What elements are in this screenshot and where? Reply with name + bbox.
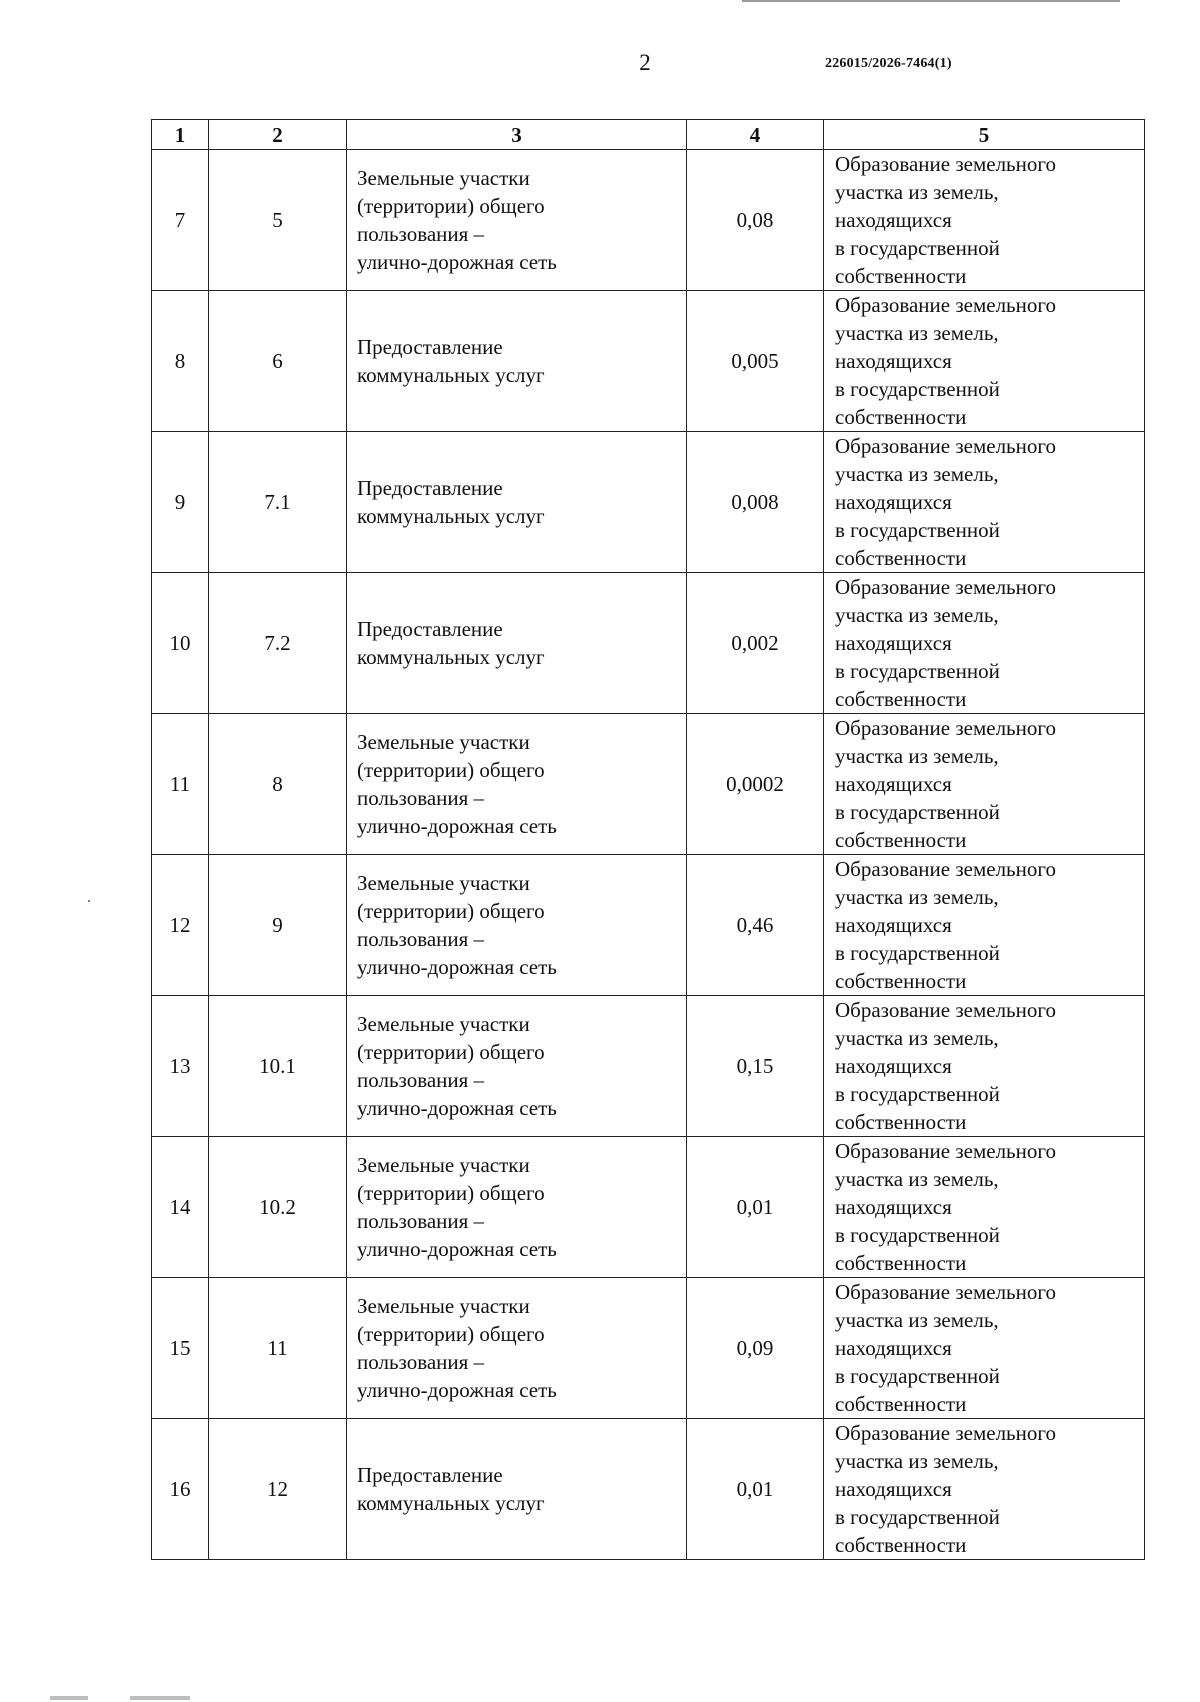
formation-method-line: участка из земель, — [835, 180, 999, 204]
formation-method-line: собственности — [835, 687, 967, 711]
formation-method-line: Образование земельного — [835, 434, 1056, 458]
column-header-2: 2 — [209, 120, 347, 150]
table-body — [152, 150, 1145, 1560]
formation-method-cell — [824, 996, 1145, 1137]
plot-purpose-cell — [347, 1137, 687, 1278]
plot-purpose-line: улично-дорожная сеть — [357, 814, 557, 838]
plot-purpose-line: пользования – — [357, 1068, 485, 1092]
formation-method-line: участка из земель, — [835, 744, 999, 768]
formation-method-line: Образование земельного — [835, 857, 1056, 881]
formation-method-line: собственности — [835, 1110, 967, 1134]
plot-area-cell: 0,15 — [687, 996, 824, 1137]
formation-method-line: собственности — [835, 264, 967, 288]
plot-number-cell: 7.2 — [209, 573, 347, 714]
plot-area-cell: 0,08 — [687, 150, 824, 291]
scan-artifact-bottom — [50, 1696, 230, 1702]
plot-purpose-line: коммунальных услуг — [357, 363, 545, 387]
formation-method-line: находящихся — [835, 1477, 952, 1501]
plot-number-cell: 10.2 — [209, 1137, 347, 1278]
formation-method-cell — [824, 1419, 1145, 1560]
formation-method-line: Образование земельного — [835, 1421, 1056, 1445]
table-row — [152, 150, 1145, 291]
formation-method-line: участка из земель, — [835, 1308, 999, 1332]
formation-method-line: собственности — [835, 1533, 967, 1557]
table-row — [152, 1419, 1145, 1560]
formation-method-line: собственности — [835, 1251, 967, 1275]
row-number-cell: 10 — [152, 573, 209, 714]
table-row — [152, 573, 1145, 714]
formation-method-cell — [824, 855, 1145, 996]
table-row — [152, 1137, 1145, 1278]
plot-area-cell: 0,002 — [687, 573, 824, 714]
plot-purpose-line: пользования – — [357, 786, 485, 810]
plot-number-cell: 10.1 — [209, 996, 347, 1137]
plot-purpose-line: (территории) общего — [357, 1040, 545, 1064]
formation-method-line: участка из земель, — [835, 1026, 999, 1050]
plot-purpose-line: улично-дорожная сеть — [357, 955, 557, 979]
plot-purpose-cell — [347, 573, 687, 714]
formation-method-line: в государственной — [835, 1082, 1000, 1106]
plot-purpose-line: пользования – — [357, 1350, 485, 1374]
plot-purpose-line: пользования – — [357, 1209, 485, 1233]
formation-method-line: собственности — [835, 969, 967, 993]
plot-purpose-line: Земельные участки — [357, 730, 530, 754]
plot-number-cell: 7.1 — [209, 432, 347, 573]
plot-purpose-cell — [347, 996, 687, 1137]
plot-purpose-line: (территории) общего — [357, 1322, 545, 1346]
formation-method-line: в государственной — [835, 1505, 1000, 1529]
table-row — [152, 855, 1145, 996]
plot-purpose-line: (территории) общего — [357, 899, 545, 923]
formation-method-line: Образование земельного — [835, 1139, 1056, 1163]
formation-method-line: собственности — [835, 405, 967, 429]
column-header-1: 1 — [152, 120, 209, 150]
formation-method-cell — [824, 1278, 1145, 1419]
formation-method-cell — [824, 714, 1145, 855]
formation-method-line: в государственной — [835, 659, 1000, 683]
row-number-cell: 9 — [152, 432, 209, 573]
plot-number-cell: 12 — [209, 1419, 347, 1560]
formation-method-line: находящихся — [835, 913, 952, 937]
formation-method-line: участка из земель, — [835, 603, 999, 627]
column-header-3: 3 — [347, 120, 687, 150]
formation-method-line: в государственной — [835, 800, 1000, 824]
plot-purpose-line: (территории) общего — [357, 194, 545, 218]
plot-area-cell: 0,0002 — [687, 714, 824, 855]
top-rule — [742, 0, 1120, 2]
formation-method-line: Образование земельного — [835, 293, 1056, 317]
formation-method-line: собственности — [835, 1392, 967, 1416]
row-number-cell: 14 — [152, 1137, 209, 1278]
plot-purpose-line: Земельные участки — [357, 1294, 530, 1318]
column-header-4: 4 — [687, 120, 824, 150]
formation-method-line: находящихся — [835, 631, 952, 655]
formation-method-line: Образование земельного — [835, 1280, 1056, 1304]
column-header-5: 5 — [824, 120, 1145, 150]
plot-purpose-line: Земельные участки — [357, 871, 530, 895]
document-id: 226015/2026-7464(1) — [825, 56, 952, 71]
table-row — [152, 432, 1145, 573]
formation-method-line: в государственной — [835, 941, 1000, 965]
plot-number-cell: 9 — [209, 855, 347, 996]
formation-method-line: участка из земель, — [835, 462, 999, 486]
row-number-cell: 7 — [152, 150, 209, 291]
plot-purpose-line: улично-дорожная сеть — [357, 1237, 557, 1261]
formation-method-line: участка из земель, — [835, 321, 999, 345]
plot-area-cell: 0,01 — [687, 1137, 824, 1278]
plot-purpose-line: пользования – — [357, 927, 485, 951]
formation-method-line: участка из земель, — [835, 1167, 999, 1191]
formation-method-line: в государственной — [835, 1364, 1000, 1388]
row-number-cell: 15 — [152, 1278, 209, 1419]
plot-purpose-line: улично-дорожная сеть — [357, 1096, 557, 1120]
formation-method-line: находящихся — [835, 772, 952, 796]
plot-purpose-cell — [347, 1419, 687, 1560]
plot-purpose-cell — [347, 1278, 687, 1419]
plot-purpose-line: Предоставление — [357, 335, 503, 359]
formation-method-line: участка из земель, — [835, 885, 999, 909]
plot-purpose-line: Земельные участки — [357, 1153, 530, 1177]
plot-area-cell: 0,46 — [687, 855, 824, 996]
formation-method-line: Образование земельного — [835, 998, 1056, 1022]
row-number-cell: 12 — [152, 855, 209, 996]
formation-method-line: находящихся — [835, 490, 952, 514]
formation-method-line: находящихся — [835, 1336, 952, 1360]
formation-method-line: собственности — [835, 546, 967, 570]
page-number: 2 — [639, 50, 651, 75]
formation-method-line: находящихся — [835, 1054, 952, 1078]
plot-purpose-line: коммунальных услуг — [357, 1491, 545, 1515]
formation-method-line: в государственной — [835, 236, 1000, 260]
plot-purpose-line: Предоставление — [357, 617, 503, 641]
plot-purpose-line: Предоставление — [357, 1463, 503, 1487]
row-number-cell: 11 — [152, 714, 209, 855]
plot-purpose-line: Земельные участки — [357, 166, 530, 190]
plot-number-cell: 6 — [209, 291, 347, 432]
formation-method-cell — [824, 150, 1145, 291]
plot-purpose-line: улично-дорожная сеть — [357, 1378, 557, 1402]
plot-purpose-line: Земельные участки — [357, 1012, 530, 1036]
plot-area-cell: 0,005 — [687, 291, 824, 432]
plot-purpose-cell — [347, 291, 687, 432]
plot-number-cell: 5 — [209, 150, 347, 291]
formation-method-line: находящихся — [835, 1195, 952, 1219]
formation-method-line: участка из земель, — [835, 1449, 999, 1473]
formation-method-cell — [824, 573, 1145, 714]
formation-method-line: в государственной — [835, 377, 1000, 401]
plot-area-cell: 0,01 — [687, 1419, 824, 1560]
plot-purpose-line: пользования – — [357, 222, 485, 246]
plot-purpose-cell — [347, 714, 687, 855]
land-plots-table — [151, 119, 1145, 1560]
formation-method-line: Образование земельного — [835, 152, 1056, 176]
row-number-cell: 8 — [152, 291, 209, 432]
formation-method-cell — [824, 1137, 1145, 1278]
plot-number-cell: 11 — [209, 1278, 347, 1419]
table-row — [152, 996, 1145, 1137]
plot-area-cell: 0,008 — [687, 432, 824, 573]
plot-area-cell: 0,09 — [687, 1278, 824, 1419]
formation-method-line: Образование земельного — [835, 716, 1056, 740]
formation-method-line: в государственной — [835, 1223, 1000, 1247]
plot-purpose-line: улично-дорожная сеть — [357, 250, 557, 274]
formation-method-line: в государственной — [835, 518, 1000, 542]
table-row — [152, 1278, 1145, 1419]
plot-purpose-cell — [347, 855, 687, 996]
formation-method-cell — [824, 432, 1145, 573]
plot-purpose-line: коммунальных услуг — [357, 645, 545, 669]
formation-method-line: находящихся — [835, 208, 952, 232]
plot-purpose-cell — [347, 150, 687, 291]
table-header-row — [152, 120, 1145, 150]
row-number-cell: 16 — [152, 1419, 209, 1560]
plot-purpose-line: Предоставление — [357, 476, 503, 500]
plot-purpose-cell — [347, 432, 687, 573]
table-row — [152, 291, 1145, 432]
formation-method-line: собственности — [835, 828, 967, 852]
formation-method-cell — [824, 291, 1145, 432]
scan-artifact-dot — [88, 900, 90, 902]
row-number-cell: 13 — [152, 996, 209, 1137]
plot-purpose-line: (территории) общего — [357, 1181, 545, 1205]
plot-purpose-line: коммунальных услуг — [357, 504, 545, 528]
formation-method-line: находящихся — [835, 349, 952, 373]
table-row — [152, 714, 1145, 855]
formation-method-line: Образование земельного — [835, 575, 1056, 599]
plot-purpose-line: (территории) общего — [357, 758, 545, 782]
plot-number-cell: 8 — [209, 714, 347, 855]
